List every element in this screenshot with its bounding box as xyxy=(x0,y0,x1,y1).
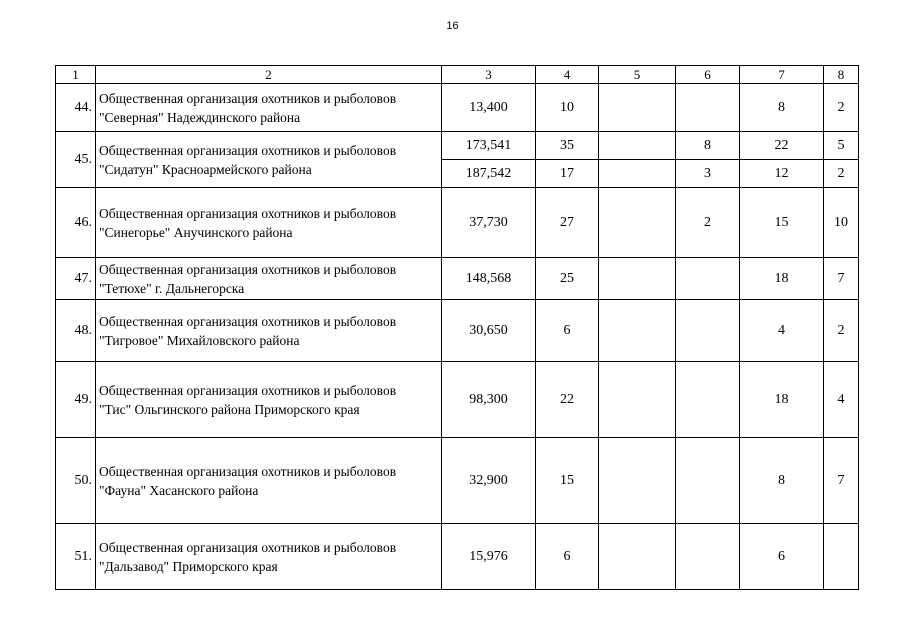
organization-name: Общественная организация охотников и рыболовов "Северная" Надеждинского района xyxy=(96,84,442,132)
cell-col6 xyxy=(676,438,740,524)
cell-col7: 15 xyxy=(740,188,824,258)
header-cell: 6 xyxy=(676,66,740,84)
header-cell: 4 xyxy=(536,66,599,84)
cell-col8: 2 xyxy=(824,84,859,132)
header-cell: 5 xyxy=(599,66,676,84)
cell-col6 xyxy=(676,84,740,132)
cell-col4: 10 xyxy=(536,84,599,132)
table-row xyxy=(56,258,859,300)
table-row xyxy=(56,84,859,132)
table-row xyxy=(56,300,859,362)
cell-col6 xyxy=(676,258,740,300)
row-number: 50. xyxy=(56,438,96,524)
row-number: 47. xyxy=(56,258,96,300)
cell-col7: 6 xyxy=(740,524,824,590)
data-table xyxy=(55,65,859,590)
cell-col3: 15,976 xyxy=(442,524,536,590)
row-number: 49. xyxy=(56,362,96,438)
cell-col3: 30,650 xyxy=(442,300,536,362)
table-row xyxy=(56,188,859,258)
header-cell: 7 xyxy=(740,66,824,84)
cell-col6 xyxy=(676,362,740,438)
cell-col3: 13,400 xyxy=(442,84,536,132)
cell-col7: 4 xyxy=(740,300,824,362)
cell-col5 xyxy=(599,362,676,438)
table-row xyxy=(56,524,859,590)
cell-col7: 8 xyxy=(740,438,824,524)
organization-name: Общественная организация охотников и рыболовов "Тетюхе" г. Дальнегорска xyxy=(96,258,442,300)
header-cell: 1 xyxy=(56,66,96,84)
cell-col8: 4 xyxy=(824,362,859,438)
cell-col7: 12 xyxy=(740,160,824,188)
cell-col8: 5 xyxy=(824,132,859,160)
cell-col4: 25 xyxy=(536,258,599,300)
cell-col4: 6 xyxy=(536,300,599,362)
organization-name: Общественная организация охотников и рыболовов "Синегорье" Анучинского района xyxy=(96,188,442,258)
cell-col6: 8 xyxy=(676,132,740,160)
cell-col6: 3 xyxy=(676,160,740,188)
cell-col6 xyxy=(676,524,740,590)
cell-col4: 22 xyxy=(536,362,599,438)
cell-col8: 10 xyxy=(824,188,859,258)
cell-col5 xyxy=(599,258,676,300)
organization-name: Общественная организация охотников и рыболовов "Дальзавод" Приморского края xyxy=(96,524,442,590)
organization-name: Общественная организация охотников и рыболовов "Сидатун" Красноармейского района xyxy=(96,132,442,188)
cell-col8: 2 xyxy=(824,300,859,362)
header-cell: 2 xyxy=(96,66,442,84)
cell-col4: 17 xyxy=(536,160,599,188)
cell-col4: 6 xyxy=(536,524,599,590)
page-number: 16 xyxy=(446,20,459,32)
header-row xyxy=(56,66,859,84)
cell-col4: 35 xyxy=(536,132,599,160)
cell-col5 xyxy=(599,438,676,524)
organization-name: Общественная организация охотников и рыболовов "Тис" Ольгинского района Приморского края xyxy=(96,362,442,438)
cell-col3: 98,300 xyxy=(442,362,536,438)
cell-col4: 27 xyxy=(536,188,599,258)
cell-col5 xyxy=(599,188,676,258)
cell-col7: 22 xyxy=(740,132,824,160)
row-number: 45. xyxy=(56,132,96,188)
organization-name: Общественная организация охотников и рыболовов "Тигровое" Михайловского района xyxy=(96,300,442,362)
cell-col7: 18 xyxy=(740,258,824,300)
table-row xyxy=(56,362,859,438)
cell-col4: 15 xyxy=(536,438,599,524)
table-row xyxy=(56,132,859,160)
organization-name: Общественная организация охотников и рыболовов "Фауна" Хасанского района xyxy=(96,438,442,524)
cell-col5 xyxy=(599,84,676,132)
cell-col8 xyxy=(824,524,859,590)
header-cell: 3 xyxy=(442,66,536,84)
cell-col5 xyxy=(599,300,676,362)
cell-col7: 8 xyxy=(740,84,824,132)
cell-col6: 2 xyxy=(676,188,740,258)
cell-col3: 173,541 xyxy=(442,132,536,160)
cell-col8: 7 xyxy=(824,258,859,300)
row-number: 44. xyxy=(56,84,96,132)
cell-col8: 7 xyxy=(824,438,859,524)
cell-col6 xyxy=(676,300,740,362)
row-number: 48. xyxy=(56,300,96,362)
table-row xyxy=(56,438,859,524)
cell-col5 xyxy=(599,132,676,160)
cell-col3: 32,900 xyxy=(442,438,536,524)
cell-col5 xyxy=(599,160,676,188)
cell-col3: 37,730 xyxy=(442,188,536,258)
cell-col5 xyxy=(599,524,676,590)
cell-col7: 18 xyxy=(740,362,824,438)
row-number: 51. xyxy=(56,524,96,590)
cell-col8: 2 xyxy=(824,160,859,188)
row-number: 46. xyxy=(56,188,96,258)
header-cell: 8 xyxy=(824,66,859,84)
cell-col3: 187,542 xyxy=(442,160,536,188)
cell-col3: 148,568 xyxy=(442,258,536,300)
